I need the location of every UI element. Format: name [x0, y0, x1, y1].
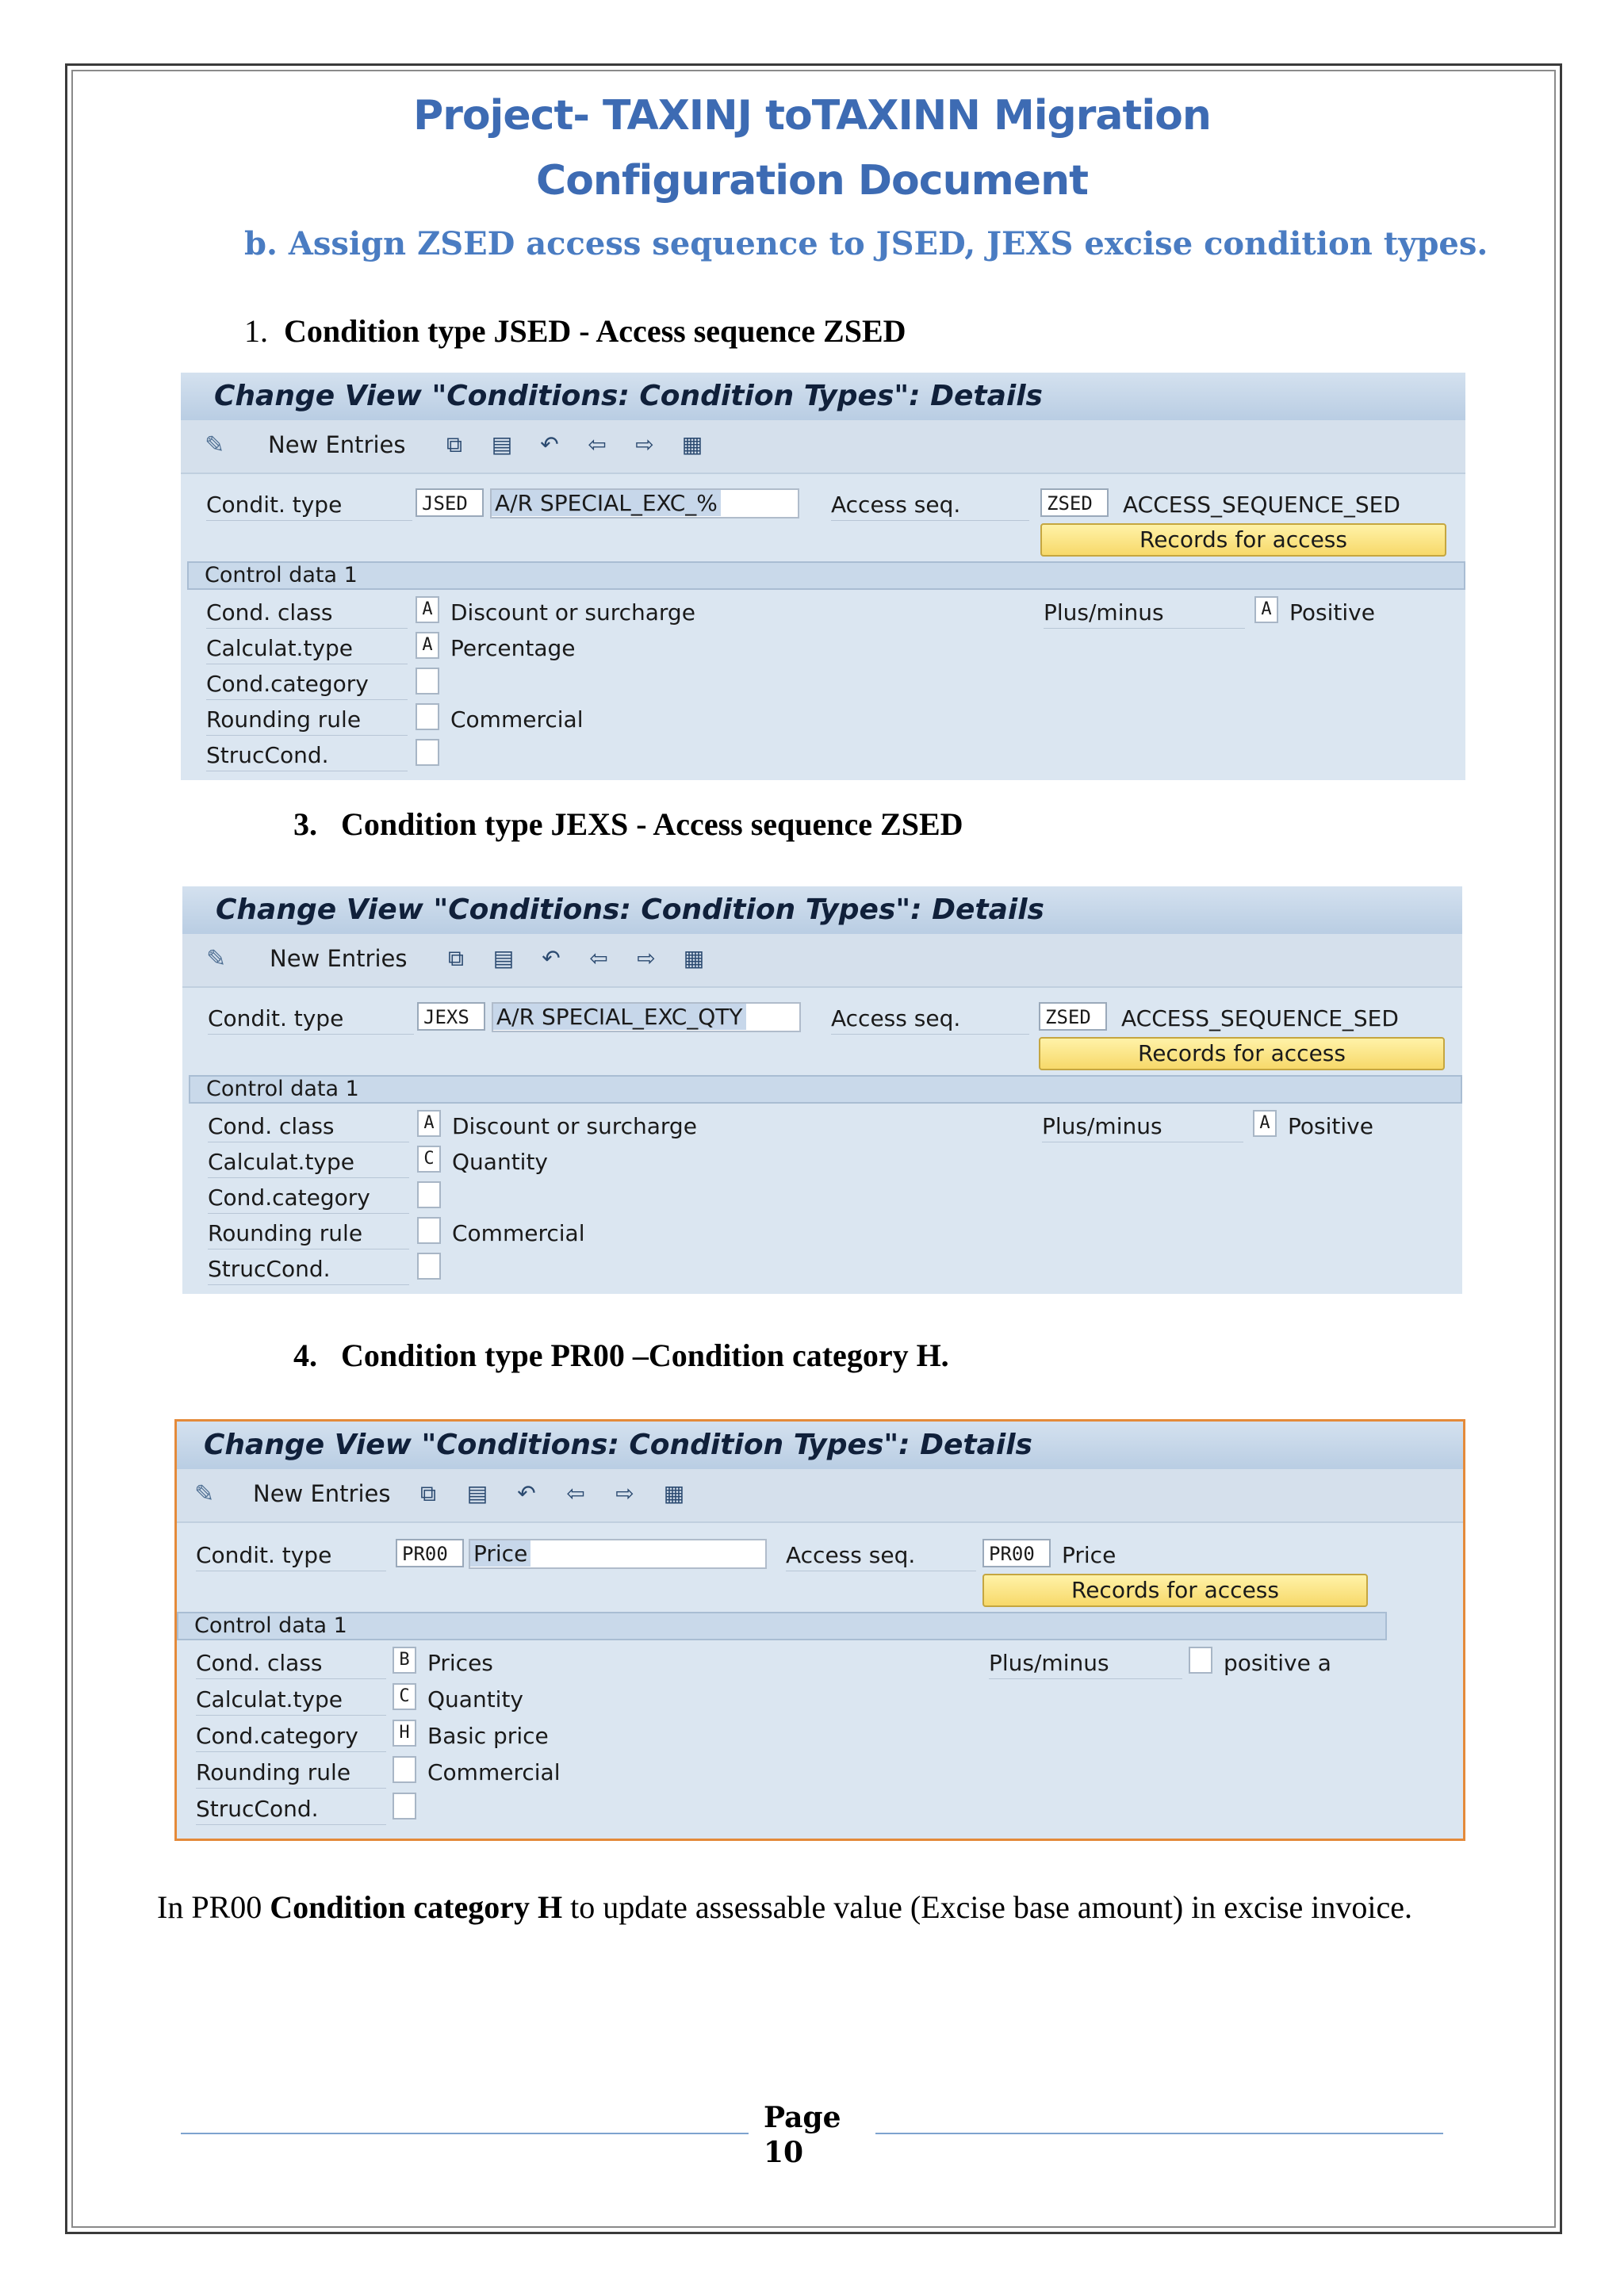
toolbar	[182, 934, 1462, 988]
struc-cond-label: StrucCond.	[206, 742, 329, 768]
condit-type-field[interactable]: JSED	[416, 488, 484, 517]
divider	[831, 1034, 1029, 1035]
section-heading: b. Assign ZSED access sequence to JSED, JEXS excise condition types.	[244, 225, 1488, 262]
sap-screen-pr00	[174, 1419, 1465, 1841]
divider	[208, 1284, 409, 1285]
cond-class-field[interactable]: B	[393, 1647, 416, 1674]
divider	[206, 735, 408, 736]
divider	[831, 520, 1029, 521]
calculat-type-value: Quantity	[452, 1149, 548, 1175]
page-label: Page	[764, 2101, 841, 2134]
doc-title: Project- TAXINJ toTAXINN Migration	[413, 92, 1211, 140]
new-entries-button[interactable]: New Entries	[253, 1480, 391, 1507]
divider	[206, 699, 408, 700]
access-seq-field[interactable]: ZSED	[1040, 488, 1109, 517]
cond-category-field[interactable]	[417, 1181, 441, 1208]
select-all-icon[interactable]: ▦	[683, 945, 705, 971]
body-paragraph	[157, 1887, 1505, 1928]
calculat-type-value: Quantity	[427, 1686, 523, 1712]
glasses-icon[interactable]: ✎	[205, 431, 225, 459]
calculat-type-field[interactable]: A	[416, 632, 439, 659]
divider	[989, 1678, 1182, 1679]
select-all-icon[interactable]: ▦	[663, 1480, 685, 1506]
condit-type-field[interactable]: JEXS	[417, 1002, 485, 1031]
calculat-type-value: Percentage	[450, 635, 576, 661]
glasses-icon[interactable]: ✎	[194, 1480, 215, 1508]
paragraph-bold-text: Condition category H	[270, 1889, 563, 1925]
cond-class-label: Cond. class	[206, 599, 333, 626]
rounding-rule-label: Rounding rule	[206, 706, 362, 733]
calculat-type-field[interactable]: C	[417, 1146, 441, 1173]
copy-icon[interactable]: ⧉	[420, 1480, 436, 1506]
previous-entry-icon[interactable]: ⇦	[566, 1480, 585, 1506]
sap-screen-jsed	[181, 373, 1465, 780]
condit-type-desc	[490, 488, 799, 519]
cond-category-label: Cond.category	[208, 1184, 370, 1211]
toolbar	[177, 1469, 1463, 1523]
access-seq-desc: Price	[1062, 1542, 1116, 1568]
access-seq-label: Access seq.	[831, 492, 961, 518]
records-for-access-button[interactable]: Records for access	[1039, 1037, 1445, 1070]
next-entry-icon[interactable]: ⇨	[615, 1480, 634, 1506]
footer-rule-right	[875, 2133, 1443, 2134]
rounding-rule-label: Rounding rule	[208, 1220, 363, 1246]
list-item-number: 3.	[293, 806, 317, 842]
rounding-rule-field[interactable]	[393, 1756, 416, 1783]
plus-minus-value: Positive	[1288, 1113, 1373, 1139]
divider	[208, 1213, 409, 1214]
plus-minus-field[interactable]	[1189, 1647, 1212, 1674]
divider	[206, 520, 412, 521]
plus-minus-label: Plus/minus	[1044, 599, 1164, 626]
divider	[1044, 628, 1245, 629]
access-seq-label: Access seq.	[831, 1005, 961, 1031]
rounding-rule-field[interactable]	[417, 1217, 441, 1244]
screen-title: Change View "Conditions: Condition Types": Details	[181, 373, 1465, 420]
undo-icon[interactable]: ↶	[540, 431, 559, 457]
divider	[196, 1678, 386, 1679]
cond-class-value: Discount or surcharge	[450, 599, 695, 626]
condit-type-label: Condit. type	[206, 492, 343, 518]
calculat-type-label: Calculat.type	[208, 1149, 354, 1175]
calculat-type-label: Calculat.type	[206, 635, 353, 661]
divider	[208, 1034, 414, 1035]
list-item	[244, 312, 906, 350]
footer-rule-left	[181, 2133, 749, 2134]
plus-minus-label: Plus/minus	[1042, 1113, 1162, 1139]
rounding-rule-value: Commercial	[452, 1220, 585, 1246]
rounding-rule-value: Commercial	[427, 1759, 561, 1785]
screen-title: Change View "Conditions: Condition Types": Details	[182, 886, 1462, 934]
control-data-group: Control data 1	[189, 1075, 1462, 1104]
undo-icon[interactable]: ↶	[517, 1480, 536, 1506]
paragraph-text: In PR00	[157, 1889, 270, 1925]
copy-icon[interactable]: ⧉	[448, 945, 464, 971]
struc-cond-field[interactable]	[416, 739, 439, 766]
access-seq-desc: ACCESS_SEQUENCE_SED	[1123, 492, 1400, 518]
plus-minus-field[interactable]: A	[1253, 1110, 1277, 1137]
condit-type-label: Condit. type	[196, 1542, 332, 1568]
cond-category-value: Basic price	[427, 1723, 549, 1749]
copy-icon[interactable]: ⧉	[446, 431, 462, 457]
control-data-group: Control data 1	[177, 1612, 1387, 1640]
condit-type-desc-text: Price	[470, 1540, 530, 1567]
cond-class-field[interactable]: A	[417, 1110, 441, 1137]
plus-minus-label: Plus/minus	[989, 1650, 1109, 1676]
rounding-rule-field[interactable]	[416, 703, 439, 730]
cond-class-label: Cond. class	[208, 1113, 335, 1139]
select-all-icon[interactable]: ▦	[681, 431, 703, 457]
struc-cond-label: StrucCond.	[196, 1796, 319, 1822]
condit-type-field[interactable]: PR00	[396, 1539, 464, 1567]
paragraph-text: to update assessable value (Excise base amount) in excise invoice.	[562, 1889, 1412, 1925]
struc-cond-field[interactable]	[393, 1793, 416, 1820]
toolbar	[181, 420, 1465, 474]
calculat-type-label: Calculat.type	[196, 1686, 343, 1712]
plus-minus-field[interactable]: A	[1254, 596, 1278, 623]
calculat-type-field[interactable]: C	[393, 1683, 416, 1710]
delete-icon[interactable]: ▤	[491, 431, 513, 457]
access-seq-field[interactable]: PR00	[982, 1539, 1051, 1567]
cond-class-value: Prices	[427, 1650, 493, 1676]
condit-type-desc	[469, 1539, 767, 1569]
struc-cond-field[interactable]	[417, 1253, 441, 1280]
page-number: 10	[764, 2136, 804, 2169]
access-seq-field[interactable]: ZSED	[1039, 1002, 1107, 1031]
rounding-rule-label: Rounding rule	[196, 1759, 351, 1785]
delete-icon[interactable]: ▤	[492, 945, 515, 971]
plus-minus-value: Positive	[1289, 599, 1375, 626]
struc-cond-label: StrucCond.	[208, 1256, 331, 1282]
divider	[196, 1751, 386, 1752]
list-item	[293, 806, 963, 843]
list-item	[293, 1337, 949, 1374]
access-seq-desc: ACCESS_SEQUENCE_SED	[1121, 1005, 1399, 1031]
cond-class-value: Discount or surcharge	[452, 1113, 697, 1139]
condit-type-desc	[492, 1002, 801, 1032]
condit-type-desc-text: A/R SPECIAL_EXC_%	[492, 490, 721, 516]
cond-class-field[interactable]: A	[416, 596, 439, 623]
list-item-text: Condition type JSED - Access sequence ZSED	[284, 313, 906, 349]
control-data-group: Control data 1	[187, 561, 1465, 590]
cond-category-field[interactable]: H	[393, 1720, 416, 1747]
next-entry-icon[interactable]: ⇨	[637, 945, 656, 971]
rounding-rule-value: Commercial	[450, 706, 584, 733]
condit-type-label: Condit. type	[208, 1005, 344, 1031]
cond-category-label: Cond.category	[196, 1723, 358, 1749]
cond-class-label: Cond. class	[196, 1650, 323, 1676]
divider	[196, 1824, 386, 1825]
plus-minus-value: positive a	[1224, 1650, 1331, 1676]
divider	[196, 1715, 386, 1716]
sap-screen-jexs	[182, 886, 1462, 1294]
divider	[196, 1788, 386, 1789]
list-item-number: 4.	[293, 1337, 317, 1373]
delete-icon[interactable]: ▤	[466, 1480, 488, 1506]
divider	[208, 1177, 409, 1178]
undo-icon[interactable]: ↶	[542, 945, 561, 971]
screen-title: Change View "Conditions: Condition Types": Details	[177, 1422, 1463, 1469]
doc-subtitle: Configuration Document	[536, 157, 1088, 205]
divider	[206, 628, 408, 629]
list-item-text: Condition type PR00 –Condition category H.	[341, 1337, 949, 1373]
condit-type-desc-text: A/R SPECIAL_EXC_QTY	[493, 1004, 746, 1030]
next-entry-icon[interactable]: ⇨	[635, 431, 654, 457]
cond-category-field[interactable]	[416, 668, 439, 695]
cond-category-label: Cond.category	[206, 671, 369, 697]
records-for-access-button[interactable]: Records for access	[1040, 523, 1446, 557]
previous-entry-icon[interactable]: ⇦	[589, 945, 608, 971]
new-entries-button[interactable]: New Entries	[268, 431, 406, 458]
list-item-text: Condition type JEXS - Access sequence ZSED	[341, 806, 963, 842]
list-item-number: 1.	[244, 313, 268, 349]
access-seq-label: Access seq.	[786, 1542, 916, 1568]
previous-entry-icon[interactable]: ⇦	[588, 431, 607, 457]
records-for-access-button[interactable]: Records for access	[982, 1574, 1368, 1607]
glasses-icon[interactable]: ✎	[206, 945, 227, 973]
new-entries-button[interactable]: New Entries	[270, 945, 408, 972]
